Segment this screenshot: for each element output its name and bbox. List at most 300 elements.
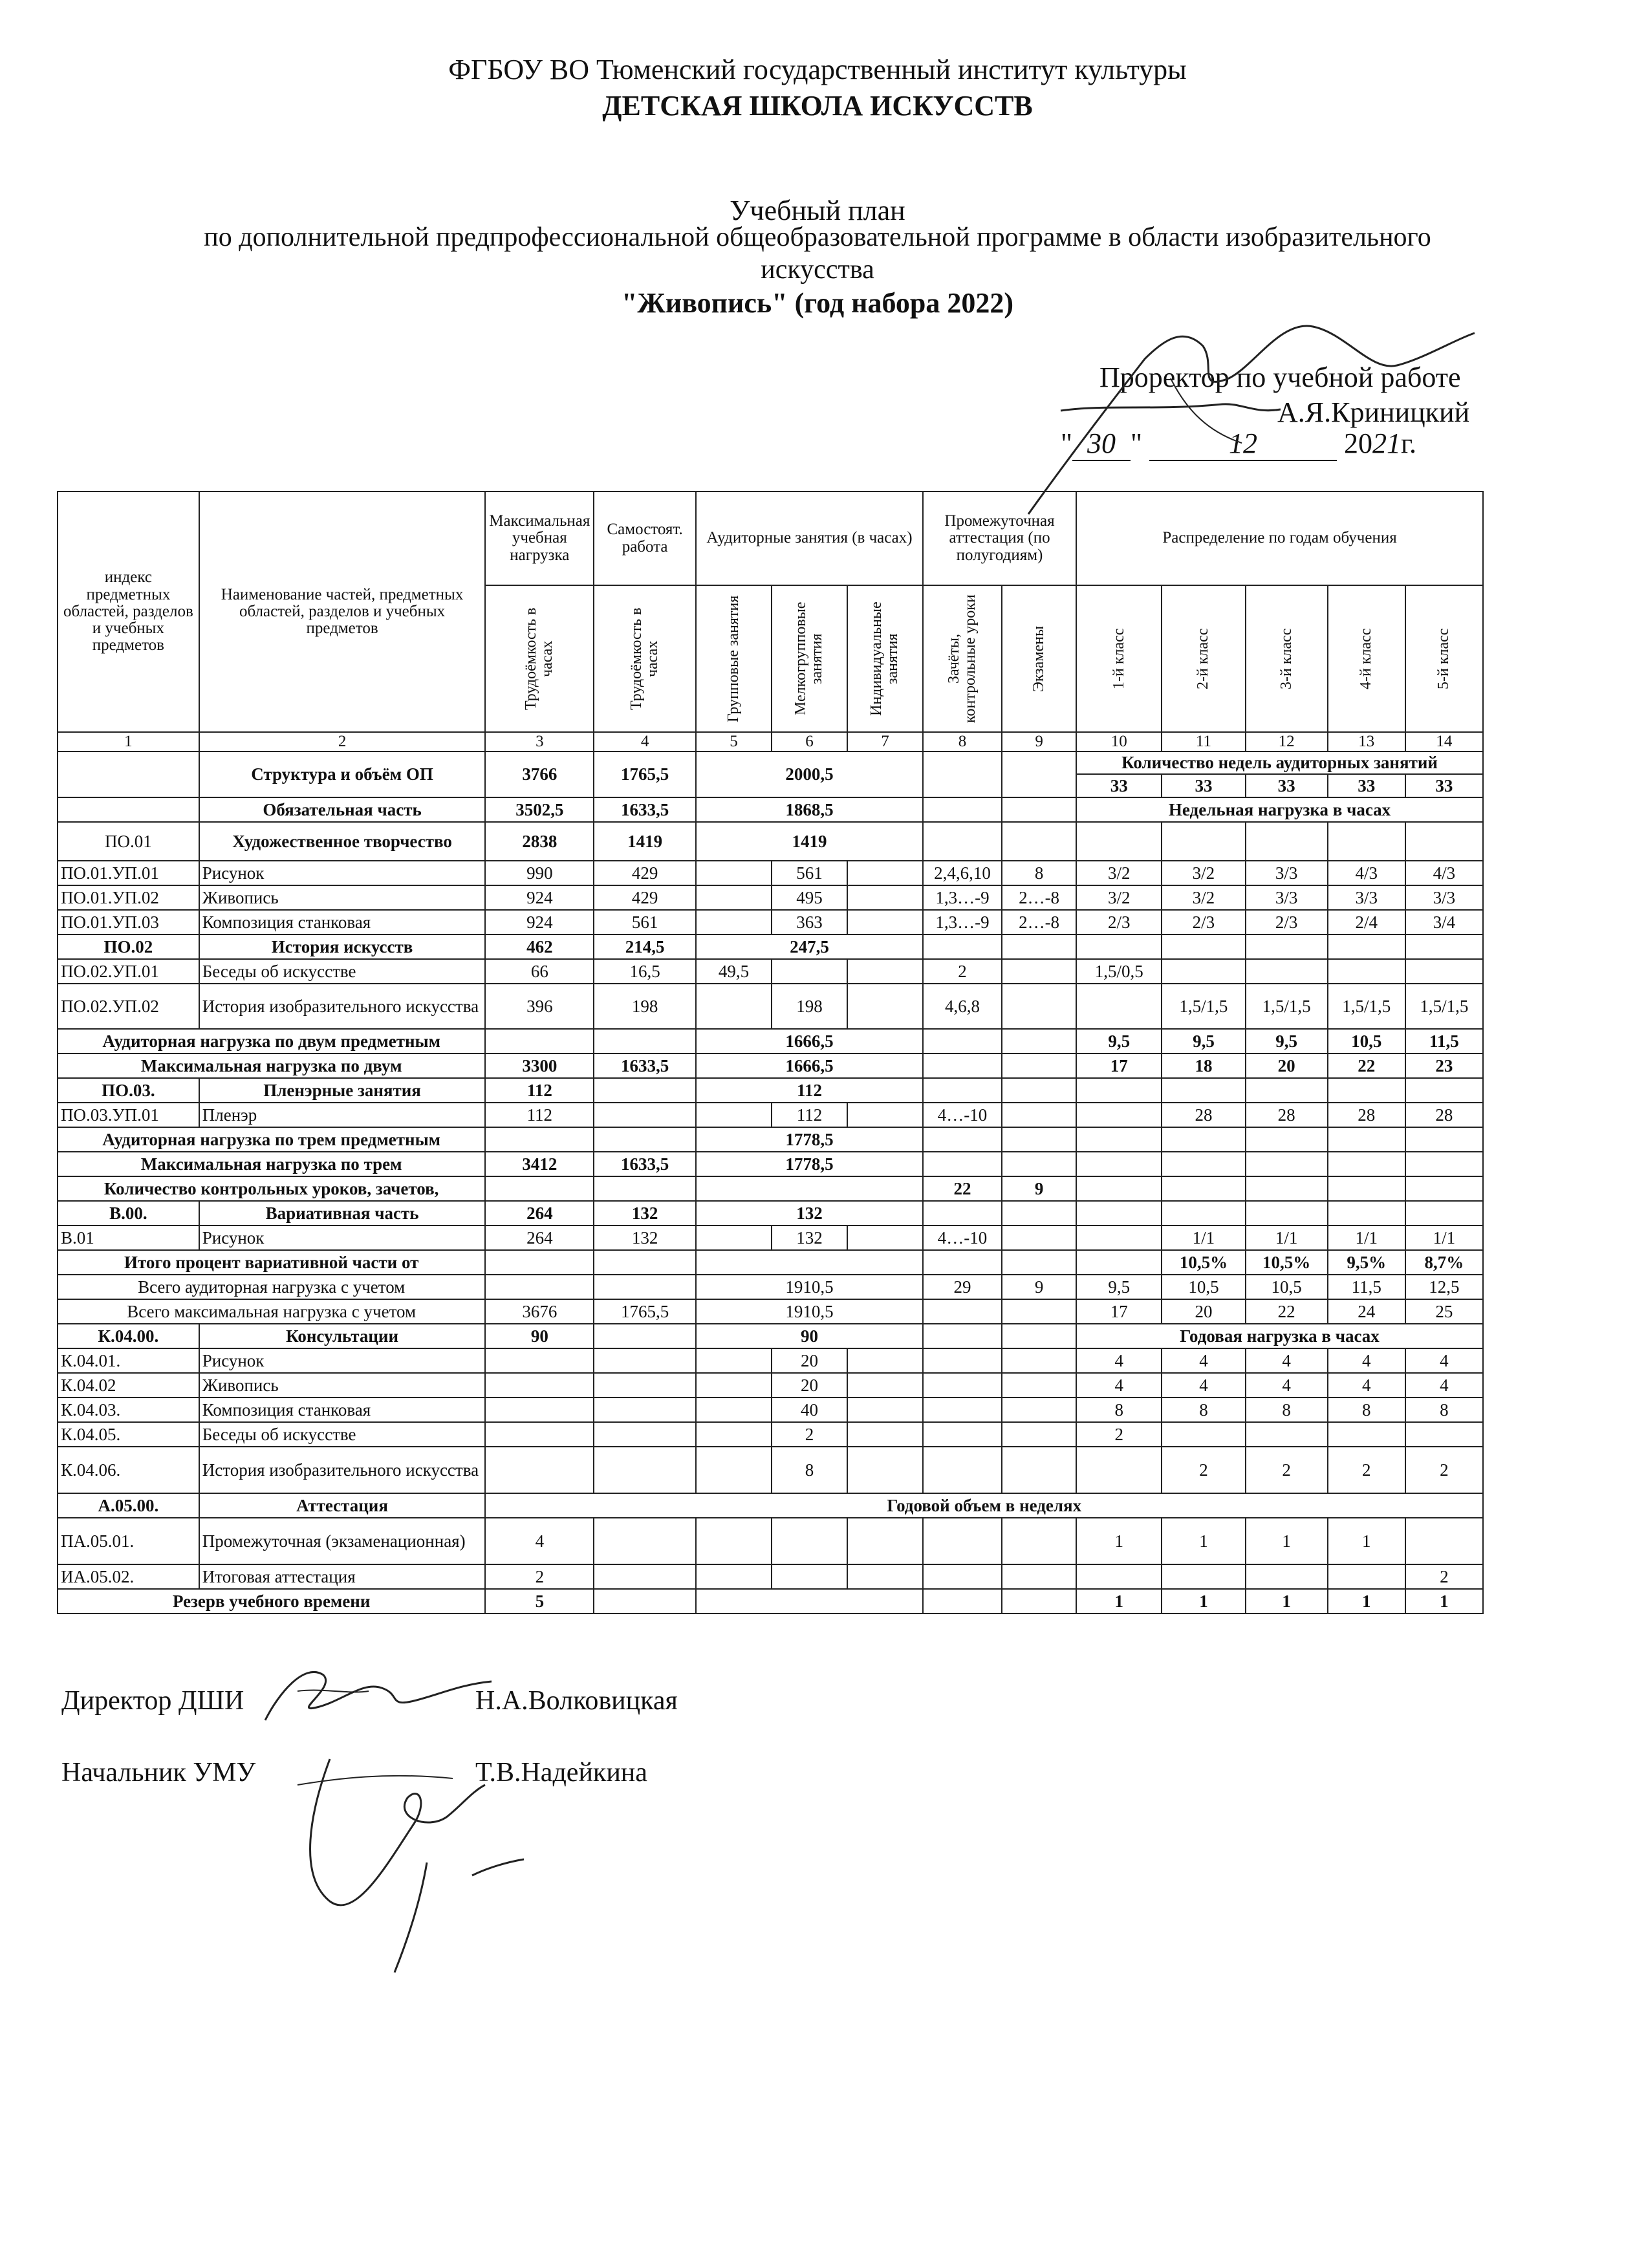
row-tests: 2 xyxy=(923,959,1002,984)
summary-g2: 18 xyxy=(1162,1053,1245,1078)
structure-aud: 2000,5 xyxy=(696,751,923,797)
row-exams xyxy=(1002,1422,1076,1447)
summary-name: Итого процент вариативной части от xyxy=(58,1250,485,1275)
row-g4 xyxy=(1328,1422,1405,1447)
column-number: 1 xyxy=(58,732,199,751)
summary-g4: 11,5 xyxy=(1328,1275,1405,1299)
summary-tests: 22 xyxy=(923,1176,1002,1201)
row-individual xyxy=(847,959,923,984)
section-name: Консультации xyxy=(199,1324,486,1348)
row-individual xyxy=(847,1398,923,1422)
summary-exams xyxy=(1002,1053,1076,1078)
row-name: Композиция станковая xyxy=(199,910,486,934)
summary-g5: 8,7% xyxy=(1405,1250,1483,1275)
header-labor-hours: Трудоёмкость в часах xyxy=(523,607,556,710)
row-tests: 4…-10 xyxy=(923,1226,1002,1250)
row-g3: 3/3 xyxy=(1246,885,1328,910)
table-row xyxy=(58,1422,1483,1447)
section-self: 132 xyxy=(594,1201,696,1226)
row-tests xyxy=(923,1348,1002,1373)
summary-g5 xyxy=(1405,1176,1483,1201)
row-g2: 3/2 xyxy=(1162,861,1245,885)
mandatory-max: 3502,5 xyxy=(485,797,594,822)
row-tests: 2,4,6,10 xyxy=(923,861,1002,885)
table-row xyxy=(58,910,1483,934)
approval-year-suffix: 21 xyxy=(1372,427,1401,459)
header-classroom: Аудиторные занятия (в часах) xyxy=(696,491,923,585)
section-g5 xyxy=(1405,934,1483,959)
row-self xyxy=(594,1422,696,1447)
section-tests xyxy=(923,1201,1002,1226)
summary-max: 3676 xyxy=(485,1299,594,1324)
row-g2 xyxy=(1162,822,1245,861)
row-g2: 4 xyxy=(1162,1373,1245,1398)
summary-aud: 1666,5 xyxy=(696,1029,923,1053)
approval-year-unit: г. xyxy=(1400,427,1417,459)
section-g4 xyxy=(1328,934,1405,959)
header-labor-hours-self: Трудоёмкость в часах xyxy=(627,607,662,710)
row-g4: 1,5/1,5 xyxy=(1328,984,1405,1029)
column-number: 13 xyxy=(1328,732,1405,751)
summary-g4: 10,5 xyxy=(1328,1029,1405,1053)
section-name: Аттестация xyxy=(199,1493,486,1518)
mandatory-tests xyxy=(923,797,1002,822)
header-attestation: Промежуточная аттестация (по полугодиям) xyxy=(923,491,1076,585)
row-g5: 3/4 xyxy=(1405,910,1483,934)
row-g4: 2/4 xyxy=(1328,910,1405,934)
row-g2: 8 xyxy=(1162,1398,1245,1422)
summary-self xyxy=(594,1127,696,1152)
row-g1: 3/2 xyxy=(1076,885,1162,910)
summary-g1: 17 xyxy=(1076,1299,1162,1324)
row-max: 924 xyxy=(485,910,594,934)
row-g3: 2 xyxy=(1246,1447,1328,1493)
document-title: Учебный план xyxy=(730,195,905,226)
summary-g2: 1 xyxy=(1162,1589,1245,1614)
header-distribution: Распределение по годам обучения xyxy=(1076,491,1483,585)
row-g1 xyxy=(1076,822,1162,861)
row-self xyxy=(594,1348,696,1373)
row-self: 132 xyxy=(594,1226,696,1250)
summary-exams xyxy=(1002,1152,1076,1176)
row-g3: 8 xyxy=(1246,1398,1328,1422)
row-g4 xyxy=(1328,822,1405,861)
row-g3: 1 xyxy=(1246,1518,1328,1564)
summary-name: Всего аудиторная нагрузка с учетом xyxy=(58,1275,485,1299)
row-g1: 3/2 xyxy=(1076,861,1162,885)
row-group xyxy=(696,1373,772,1398)
row-g2: 1/1 xyxy=(1162,1226,1245,1250)
row-tests: 1,3…-9 xyxy=(923,885,1002,910)
section-max: 112 xyxy=(485,1078,594,1103)
summary-name: Максимальная нагрузка по двум xyxy=(58,1053,485,1078)
row-self xyxy=(594,1518,696,1564)
row-g2: 28 xyxy=(1162,1103,1245,1127)
column-number: 3 xyxy=(485,732,594,751)
summary-g2: 10,5 xyxy=(1162,1275,1245,1299)
summary-g1: 9,5 xyxy=(1076,1029,1162,1053)
summary-g5: 25 xyxy=(1405,1299,1483,1324)
row-g3: 4 xyxy=(1246,1348,1328,1373)
section-index: ПО.03. xyxy=(58,1078,199,1103)
summary-g3 xyxy=(1246,1127,1328,1152)
column-number: 6 xyxy=(772,732,847,751)
row-max xyxy=(485,1447,594,1493)
row-exams xyxy=(1002,1564,1076,1589)
row-self xyxy=(594,1373,696,1398)
row-g5 xyxy=(1405,959,1483,984)
row-name: История изобразительного искусства xyxy=(199,984,486,1029)
document-subtitle-line1: по дополнительной предпрофессиональной общеобразовательной программе в области изобразительного xyxy=(204,222,1431,252)
table-row xyxy=(58,861,1483,885)
summary-row xyxy=(58,1250,1483,1275)
summary-g4: 1 xyxy=(1328,1589,1405,1614)
row-name: Художественное творчество xyxy=(199,822,486,861)
summary-g3 xyxy=(1246,1152,1328,1176)
row-index: К.04.02 xyxy=(58,1373,199,1398)
summary-self xyxy=(594,1275,696,1299)
row-max: 66 xyxy=(485,959,594,984)
director-name: Н.А.Волковицкая xyxy=(475,1686,678,1716)
summary-max: 5 xyxy=(485,1589,594,1614)
section-g5 xyxy=(1405,1078,1483,1103)
summary-g4 xyxy=(1328,1152,1405,1176)
summary-name: Резерв учебного времени xyxy=(58,1589,485,1614)
table-row xyxy=(58,1447,1483,1493)
row-g5: 28 xyxy=(1405,1103,1483,1127)
row-exams xyxy=(1002,822,1076,861)
row-g2: 3/2 xyxy=(1162,885,1245,910)
summary-max: 3412 xyxy=(485,1152,594,1176)
row-g3 xyxy=(1246,1564,1328,1589)
row-exams xyxy=(1002,1518,1076,1564)
section-row xyxy=(58,934,1483,959)
row-max xyxy=(485,1348,594,1373)
summary-g3: 22 xyxy=(1246,1299,1328,1324)
header-small-group: Мелкогрупповые занятия xyxy=(792,601,826,716)
summary-aud: 1778,5 xyxy=(696,1152,923,1176)
structure-self: 1765,5 xyxy=(594,751,696,797)
row-exams xyxy=(1002,984,1076,1029)
section-g4 xyxy=(1328,1078,1405,1103)
row-individual xyxy=(847,1226,923,1250)
summary-aud: 1778,5 xyxy=(696,1127,923,1152)
summary-name: Аудиторная нагрузка по трем предметным xyxy=(58,1127,485,1152)
summary-g2 xyxy=(1162,1127,1245,1152)
summary-self xyxy=(594,1250,696,1275)
row-g5 xyxy=(1405,1422,1483,1447)
summary-g3 xyxy=(1246,1176,1328,1201)
summary-g4 xyxy=(1328,1127,1405,1152)
row-max xyxy=(485,1398,594,1422)
section-index: В.00. xyxy=(58,1201,199,1226)
row-group xyxy=(696,984,772,1029)
row-tests: 1,3…-9 xyxy=(923,910,1002,934)
row-individual xyxy=(847,1103,923,1127)
row-index: ПО.02.УП.02 xyxy=(58,984,199,1029)
summary-exams xyxy=(1002,1029,1076,1053)
summary-row xyxy=(58,1152,1483,1176)
row-g3: 3/3 xyxy=(1246,861,1328,885)
row-index: ПА.05.01. xyxy=(58,1518,199,1564)
row-small-group: 8 xyxy=(772,1447,847,1493)
row-g1: 2/3 xyxy=(1076,910,1162,934)
structure-max: 3766 xyxy=(485,751,594,797)
column-number: 11 xyxy=(1162,732,1245,751)
column-number: 10 xyxy=(1076,732,1162,751)
row-index: ПО.01.УП.01 xyxy=(58,861,199,885)
row-tests xyxy=(923,1422,1002,1447)
row-individual xyxy=(847,1373,923,1398)
table-row xyxy=(58,1564,1483,1589)
approval-name: А.Я.Криницкий xyxy=(1277,396,1470,428)
summary-g1 xyxy=(1076,1127,1162,1152)
summary-row xyxy=(58,1589,1483,1614)
table-row xyxy=(58,885,1483,910)
weeks-label: Количество недель аудиторных занятий xyxy=(1076,751,1483,774)
row-index: ПО.03.УП.01 xyxy=(58,1103,199,1127)
row-group xyxy=(696,861,772,885)
row-name: Живопись xyxy=(199,885,486,910)
row-group xyxy=(696,1422,772,1447)
row-group xyxy=(696,910,772,934)
row-individual xyxy=(847,1447,923,1493)
section-g1 xyxy=(1076,1201,1162,1226)
summary-aud: 1910,5 xyxy=(696,1299,923,1324)
section-index: К.04.00. xyxy=(58,1324,199,1348)
summary-max: 3300 xyxy=(485,1053,594,1078)
summary-g5: 1 xyxy=(1405,1589,1483,1614)
row-self xyxy=(594,1447,696,1493)
summary-name: Максимальная нагрузка по трем xyxy=(58,1152,485,1176)
section-name: Пленэрные занятия xyxy=(199,1078,486,1103)
organization-name: ФГБОУ ВО Тюменский государственный институт культуры xyxy=(448,54,1187,85)
summary-row xyxy=(58,1127,1483,1152)
row-g5 xyxy=(1405,822,1483,861)
row-tests xyxy=(923,1447,1002,1493)
section-g4 xyxy=(1328,1201,1405,1226)
row-exams: 2…-8 xyxy=(1002,910,1076,934)
row-g5: 8 xyxy=(1405,1398,1483,1422)
section-aud: 247,5 xyxy=(696,934,923,959)
header-grade3: 3-й класс xyxy=(1277,628,1295,689)
summary-g4: 24 xyxy=(1328,1299,1405,1324)
column-number: 14 xyxy=(1405,732,1483,751)
header-grade4: 4-й класс xyxy=(1358,628,1375,689)
row-self: 198 xyxy=(594,984,696,1029)
row-small-group: 112 xyxy=(772,1103,847,1127)
row-self: 429 xyxy=(594,885,696,910)
document-subtitle-line2: искусства xyxy=(761,255,874,285)
summary-g4: 22 xyxy=(1328,1053,1405,1078)
summary-max xyxy=(485,1127,594,1152)
summary-self xyxy=(594,1029,696,1053)
summary-g1: 1 xyxy=(1076,1589,1162,1614)
summary-tests: 29 xyxy=(923,1275,1002,1299)
school-name: ДЕТСКАЯ ШКОЛА ИСКУССТВ xyxy=(602,90,1033,122)
mandatory-aud: 1868,5 xyxy=(696,797,923,822)
summary-self: 1633,5 xyxy=(594,1152,696,1176)
row-small-group xyxy=(772,959,847,984)
summary-g3: 20 xyxy=(1246,1053,1328,1078)
section-tests xyxy=(923,934,1002,959)
row-name: Рисунок xyxy=(199,861,486,885)
row-self: 16,5 xyxy=(594,959,696,984)
row-index: К.04.03. xyxy=(58,1398,199,1422)
row-name: Живопись xyxy=(199,1373,486,1398)
summary-g5: 12,5 xyxy=(1405,1275,1483,1299)
column-number: 9 xyxy=(1002,732,1076,751)
section-row xyxy=(58,1201,1483,1226)
row-exams xyxy=(1002,1226,1076,1250)
row-g1: 1,5/0,5 xyxy=(1076,959,1162,984)
approval-day: 30 xyxy=(1072,427,1131,461)
column-number: 2 xyxy=(199,732,486,751)
column-number-row xyxy=(58,732,1483,751)
row-g5: 1/1 xyxy=(1405,1226,1483,1250)
column-number: 12 xyxy=(1246,732,1328,751)
row-g1 xyxy=(1076,1447,1162,1493)
structure-tests xyxy=(923,751,1002,797)
table-row xyxy=(58,1226,1483,1250)
summary-g2: 20 xyxy=(1162,1299,1245,1324)
summary-max xyxy=(485,1176,594,1201)
row-max: 2 xyxy=(485,1564,594,1589)
section-g1 xyxy=(1076,934,1162,959)
row-individual xyxy=(847,910,923,934)
row-group xyxy=(696,885,772,910)
weekly-load-label: Недельная нагрузка в часах xyxy=(1076,797,1483,822)
program-name: "Живопись" (год набора 2022) xyxy=(621,287,1014,319)
structure-name: Структура и объём ОП xyxy=(199,751,486,797)
section-self: 214,5 xyxy=(594,934,696,959)
umu-title: Начальник УМУ xyxy=(61,1758,256,1787)
row-g5: 4 xyxy=(1405,1373,1483,1398)
row-g5: 2 xyxy=(1405,1564,1483,1589)
row-self xyxy=(594,1564,696,1589)
summary-g1: 17 xyxy=(1076,1053,1162,1078)
table-row xyxy=(58,1103,1483,1127)
summary-aud: 1910,5 xyxy=(696,1275,923,1299)
summary-name: Количество контрольных уроков, зачетов, xyxy=(58,1176,485,1201)
approval-position: Проректор по учебной работе xyxy=(1099,362,1461,393)
row-index: К.04.06. xyxy=(58,1447,199,1493)
column-number: 5 xyxy=(696,732,772,751)
row-max: 264 xyxy=(485,1226,594,1250)
summary-tests xyxy=(923,1053,1002,1078)
summary-g4 xyxy=(1328,1176,1405,1201)
row-name: Рисунок xyxy=(199,1348,486,1373)
row-g2 xyxy=(1162,1422,1245,1447)
row-tests xyxy=(923,822,1002,861)
row-g1: 4 xyxy=(1076,1348,1162,1373)
row-group xyxy=(696,1348,772,1373)
annual-weeks-label: Годовой объем в неделях xyxy=(485,1493,1483,1518)
header-self-work: Самостоят. работа xyxy=(594,491,696,585)
row-individual xyxy=(847,1348,923,1373)
section-exams xyxy=(1002,934,1076,959)
row-g3: 28 xyxy=(1246,1103,1328,1127)
row-name: История изобразительного искусства xyxy=(199,1447,486,1493)
summary-exams xyxy=(1002,1127,1076,1152)
header-individual: Индивидуальные занятия xyxy=(868,601,902,716)
header-tests: Зачёты, контрольные уроки xyxy=(945,594,979,723)
row-g4: 28 xyxy=(1328,1103,1405,1127)
row-group xyxy=(696,1564,772,1589)
summary-tests xyxy=(923,1127,1002,1152)
summary-exams xyxy=(1002,1589,1076,1614)
row-exams xyxy=(1002,959,1076,984)
row-g4 xyxy=(1328,959,1405,984)
row-tests xyxy=(923,1518,1002,1564)
summary-tests xyxy=(923,1250,1002,1275)
row-g2: 4 xyxy=(1162,1348,1245,1373)
row-g3: 4 xyxy=(1246,1373,1328,1398)
row-g4: 3/3 xyxy=(1328,885,1405,910)
approval-month: 12 xyxy=(1149,427,1337,461)
summary-g5 xyxy=(1405,1127,1483,1152)
weeks-grade1: 33 xyxy=(1076,774,1162,797)
row-max: 990 xyxy=(485,861,594,885)
row-tests xyxy=(923,1564,1002,1589)
row-individual xyxy=(847,1564,923,1589)
row-g5: 2 xyxy=(1405,1447,1483,1493)
table-row xyxy=(58,1373,1483,1398)
row-index: В.01 xyxy=(58,1226,199,1250)
header-name: Наименование частей, предметных областей, разделов и учебных предметов xyxy=(199,491,486,732)
row-g2 xyxy=(1162,1564,1245,1589)
row-small-group: 20 xyxy=(772,1373,847,1398)
director-title: Директор ДШИ xyxy=(61,1686,244,1716)
row-g1: 4 xyxy=(1076,1373,1162,1398)
annual-load-label: Годовая нагрузка в часах xyxy=(1076,1324,1483,1348)
row-group xyxy=(696,1226,772,1250)
row-individual xyxy=(847,861,923,885)
summary-name: Всего максимальная нагрузка с учетом xyxy=(58,1299,485,1324)
row-g2: 2 xyxy=(1162,1447,1245,1493)
summary-self: 1633,5 xyxy=(594,1053,696,1078)
summary-aud xyxy=(696,1250,923,1275)
row-g3: 1,5/1,5 xyxy=(1246,984,1328,1029)
row-aud: 1419 xyxy=(696,822,923,861)
row-index: ИА.05.02. xyxy=(58,1564,199,1589)
row-exams xyxy=(1002,1348,1076,1373)
header-grade1: 1-й класс xyxy=(1110,628,1127,689)
row-g2: 2/3 xyxy=(1162,910,1245,934)
row-g4 xyxy=(1328,1564,1405,1589)
summary-exams: 9 xyxy=(1002,1176,1076,1201)
summary-g1: 9,5 xyxy=(1076,1275,1162,1299)
row-small-group xyxy=(772,1518,847,1564)
section-g2 xyxy=(1162,1201,1245,1226)
summary-row xyxy=(58,1029,1483,1053)
row-group xyxy=(696,1518,772,1564)
director-signature xyxy=(252,1656,498,1733)
section-tests xyxy=(923,1078,1002,1103)
summary-exams xyxy=(1002,1299,1076,1324)
row-g3 xyxy=(1246,959,1328,984)
section-row xyxy=(58,1324,1483,1348)
row-g1: 2 xyxy=(1076,1422,1162,1447)
row-name: Беседы об искусстве xyxy=(199,959,486,984)
row-g1: 8 xyxy=(1076,1398,1162,1422)
prorector-signature xyxy=(1009,301,1500,521)
summary-exams xyxy=(1002,1250,1076,1275)
approval-year-prefix: 20 xyxy=(1343,427,1372,459)
row-individual xyxy=(847,1518,923,1564)
summary-g3: 1 xyxy=(1246,1589,1328,1614)
row-g2 xyxy=(1162,959,1245,984)
